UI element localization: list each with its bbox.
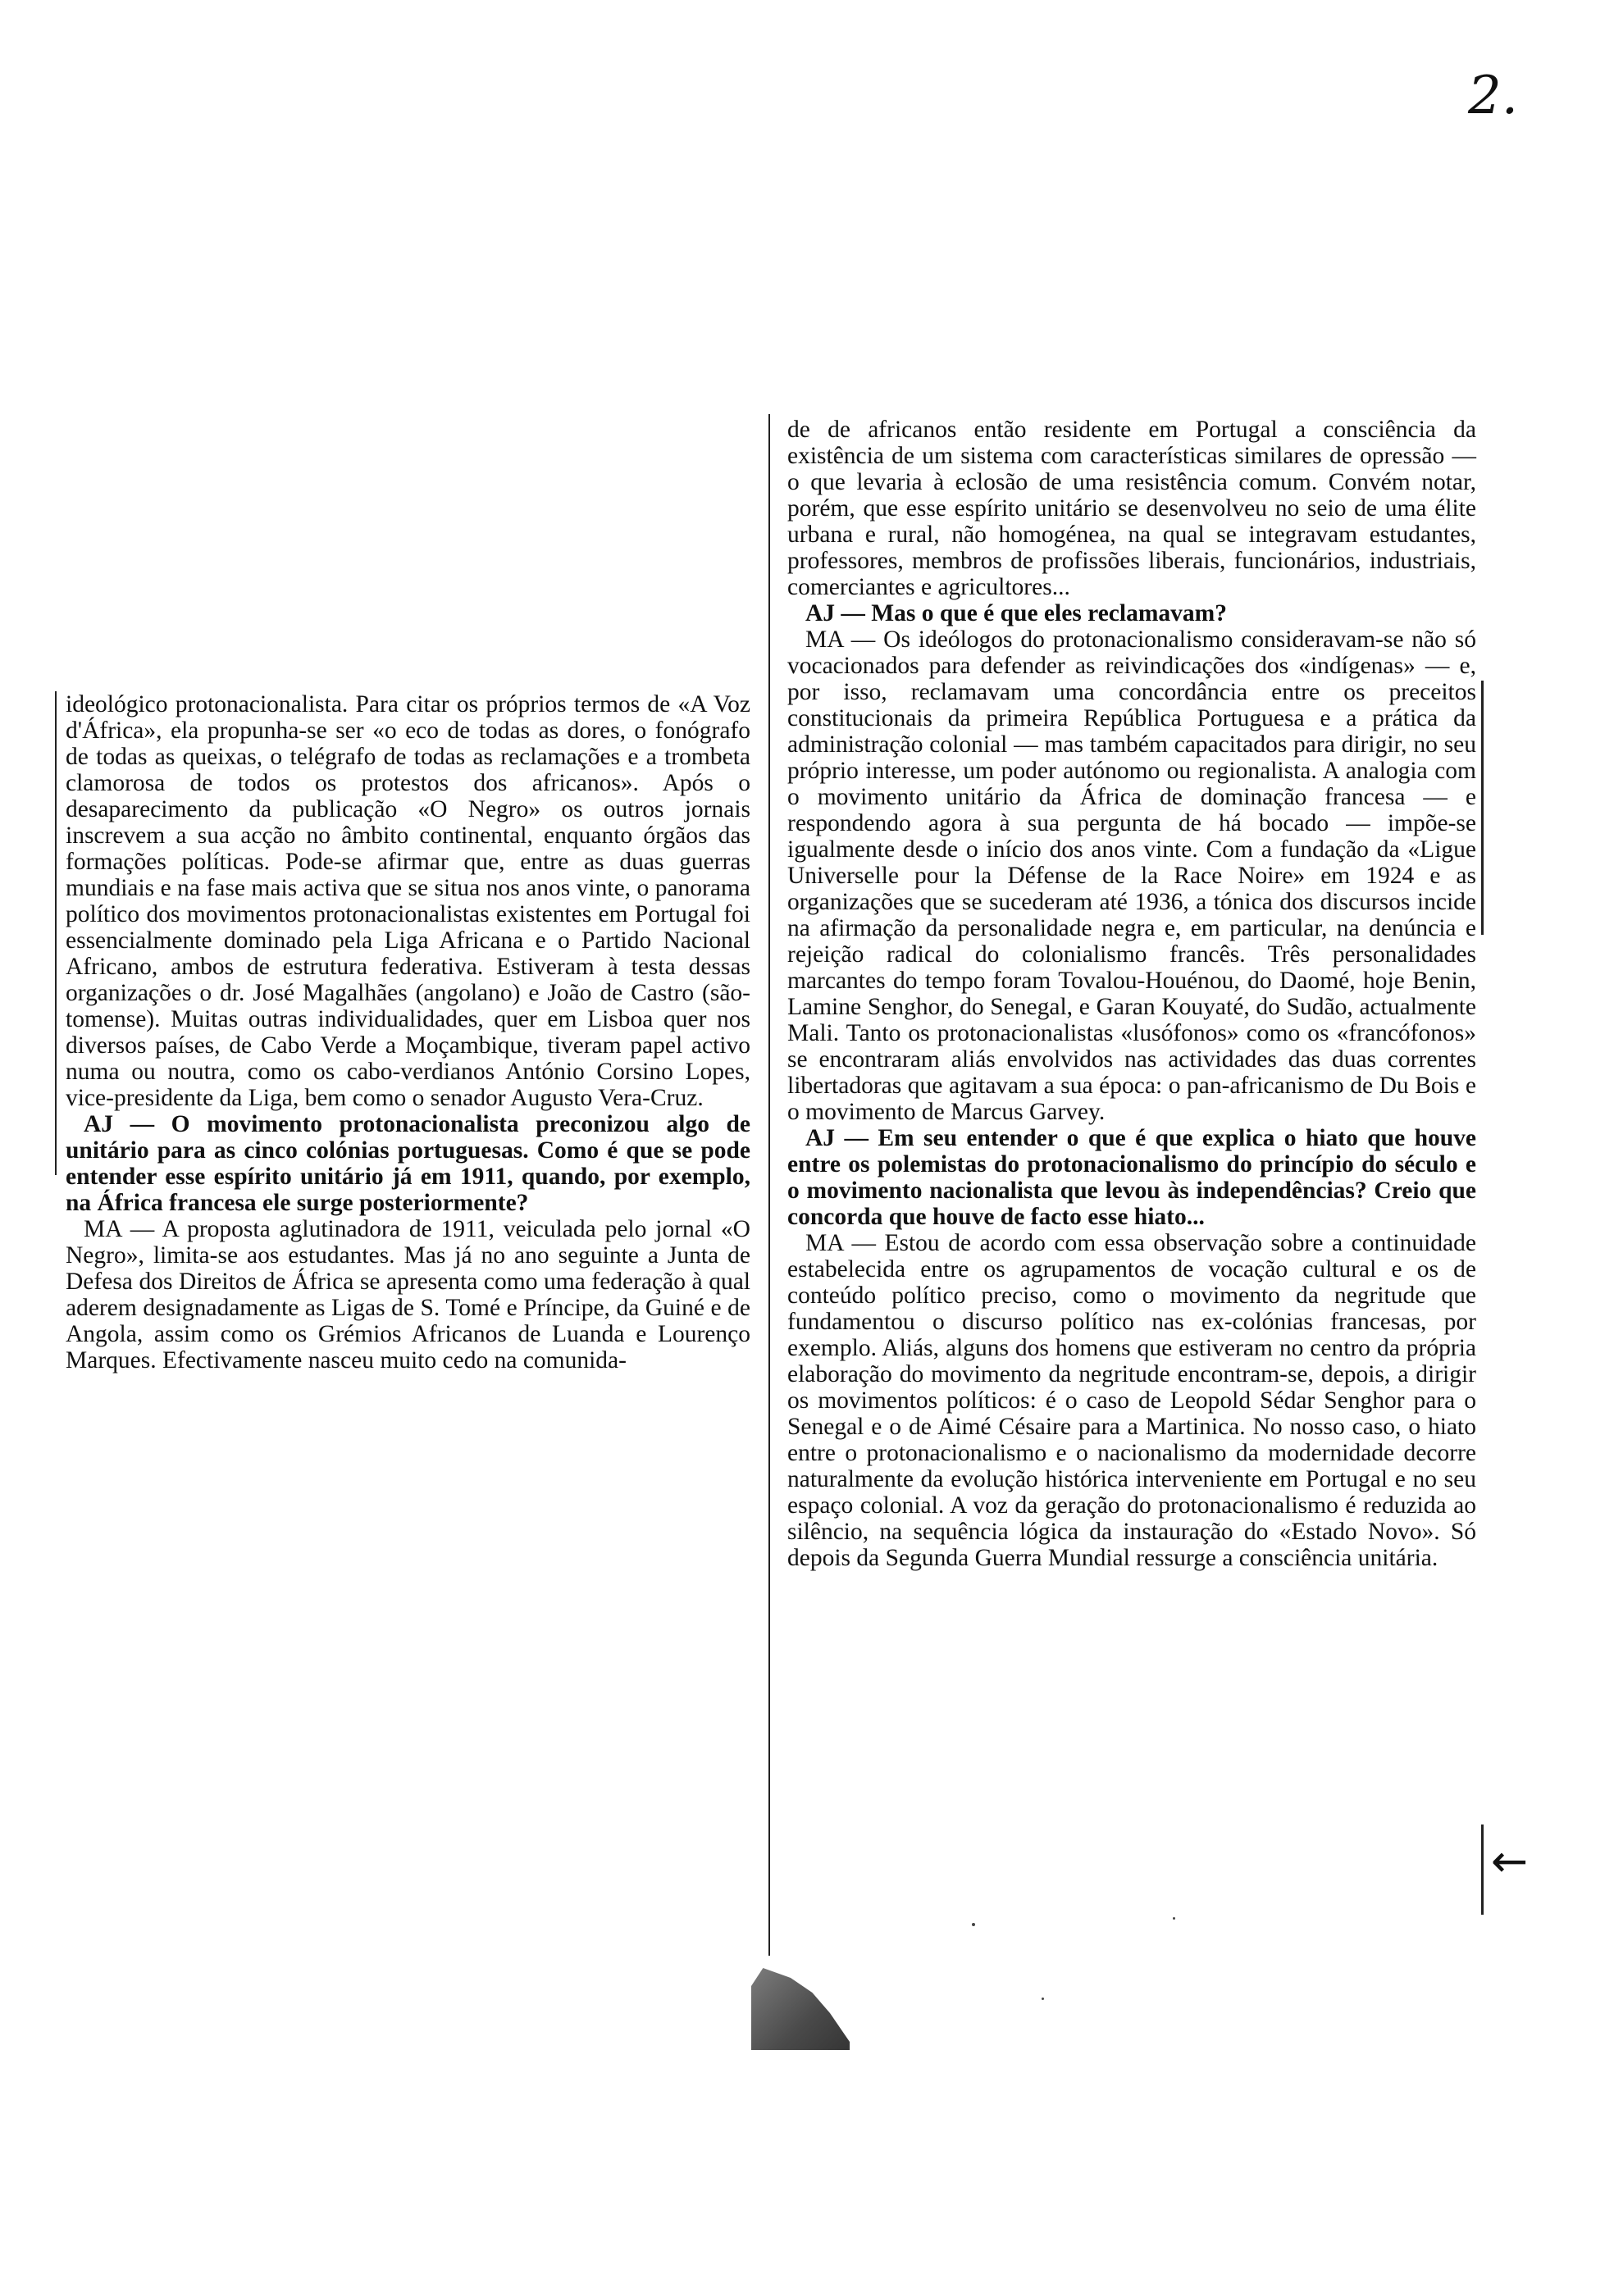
paragraph: MA — Estou de acordo com essa observação sobre a continuidade estabelecida entre os agrupamentos de vocação cultural e os de conteúdo político preciso, como o movimento da negritude que fundamentou o discurso político nas ex-colónias francesas, por exemplo. Aliás, alguns dos homens que estiveram no centro da própria elaboração do movimento da negritude encontram-se, depois, a dirigir os movimentos políticos: é o caso de Leopold Sédar Senghor para o Senegal e o de Aimé Césaire para a Martinica. No nosso caso, o hiato entre o protonacionalismo e o nacionalismo da modernidade decorre naturalmente da evolução histórica interveniente em Portugal e no seu espaço colonial. A voz da geração do protonacionalismo é reduzida ao silêncio, na sequência lógica da instauração do «Estado Novo». Só depois da Segunda Guerra Mundial ressurge a consciência unitária.: [787, 1230, 1476, 1571]
paragraph: MA — Os ideólogos do protonacionalismo consideravam-se não só vocacionados para defender as reivindicações dos «indígenas» — e, por isso, reclamavam uma concordância entre os preceitos constitucionais da primeira República Portuguesa e a prática da administração colonial — mas também capacitados para dirigir, no seu próprio interesse, um poder autónomo ou regionalista. A analogia com o movimento unitário da África de dominação francesa — e respondendo agora à sua pergunta de há bocado — impõe-se igualmente desde o início dos anos vinte. Com a fundação da «Ligue Universelle pour la Défense de la Race Noire» em 1924 e as organizações que se sucederam até 1936, a tónica dos discursos incide na afirmação da personalidade negra e, em particular, na denúncia e rejeição radical do colonialismo francês. Três personalidades marcantes do tempo foram Tovalou-Houénou, do Daomé, hoje Benin, Lamine Senghor, do Senegal, e Garan Kouyaté, do Sudão, actualmente Mali. Tanto os protonacionalistas «lusófonos» como os «francófonos» se encontraram aliás envolvidos nas actividades das duas correntes libertadoras que agitavam a sua época: o pan-africanismo de Du Bois e o movimento de Marcus Garvey.: [787, 626, 1476, 1125]
left-margin-rule: [55, 691, 57, 1175]
interview-question: AJ — O movimento protonacionalista preconizou algo de unitário para as cinco colónias portuguesas. Como é que se pode entender esse espírito unitário já em 1911, quando, por exemplo, na África francesa ele surge posteriormente?: [66, 1111, 750, 1216]
margin-bracket: [1481, 1824, 1484, 1915]
paragraph: de de africanos então residente em Portugal a consciência da existência de um sistema com características similares de opressão — o que levaria à eclosão de uma resistência comum. Convém notar, porém, que esse espírito unitário se desenvolveu no seio de uma élite urbana e rural, não homogénea, na qual se integravam estudantes, professores, membros de profissões liberais, funcionários, industriais, comerciantes e agricultores...: [787, 417, 1476, 600]
paragraph: MA — A proposta aglutinadora de 1911, veiculada pelo jornal «O Negro», limita-se aos estudantes. Mas já no ano seguinte a Junta de Defesa dos Direitos de África se apresenta como uma federação à qual aderem designadamente as Ligas de S. Tomé e Príncipe, da Guiné e de Angola, assim como os Grémios Africanos de Luanda e Lourenço Marques. Efectivamente nasceu muito cedo na comunida-: [66, 1216, 750, 1374]
paragraph: ideológico protonacionalista. Para citar os próprios termos de «A Voz d'África», ela propunha-se ser «o eco de todas as dores, o fonógrafo de todas as queixas, o telégrafo de todas as reclamações e a trombeta clamorosa de todos os protestos dos africanos». Após o desaparecimento da publicação «O Negro» os outros jornais inscrevem a sua acção no âmbito continental, enquanto órgãos das formações políticas. Pode-se afirmar que, entre as duas guerras mundiais e na fase mais activa que se situa nos anos vinte, o panorama político dos movimentos protonacionalistas existentes em Portugal foi essencialmente dominado pela Liga Africana e o Partido Nacional Africano, ambos de estrutura federativa. Estiveram à testa dessas organizações o dr. José Magalhães (angolano) e João de Castro (são-tomense). Muitas outras individualidades, quer em Lisboa quer nos diversos países, de Cabo Verde a Moçambique, tiveram papel activo numa ou noutra, como os cabo-verdianos António Corsino Lopes, vice-presidente da Liga, bem como o senador Augusto Vera-Cruz.: [66, 691, 750, 1111]
column-divider-rule: [768, 414, 770, 1956]
interview-question: AJ — Em seu entender o que é que explica o hiato que houve entre os polemistas do protonacionalismo do princípio do século e o movimento nacionalista que levou às independências? Creio que concorda que houve de facto esse hiato...: [787, 1125, 1476, 1230]
interview-question: AJ — Mas o que é que eles reclamavam?: [805, 600, 1227, 626]
left-text-column: [66, 691, 750, 1374]
scan-artifact: [751, 1968, 850, 2050]
margin-bracket: [1481, 681, 1484, 935]
scan-speck: [972, 1923, 975, 1926]
arrow-left-icon: ←: [1491, 1835, 1529, 1887]
scan-speck: [1173, 1917, 1175, 1920]
page-number: 2.: [1468, 66, 1519, 126]
right-text-column: [787, 417, 1476, 1571]
scan-speck: [1042, 1998, 1044, 2000]
